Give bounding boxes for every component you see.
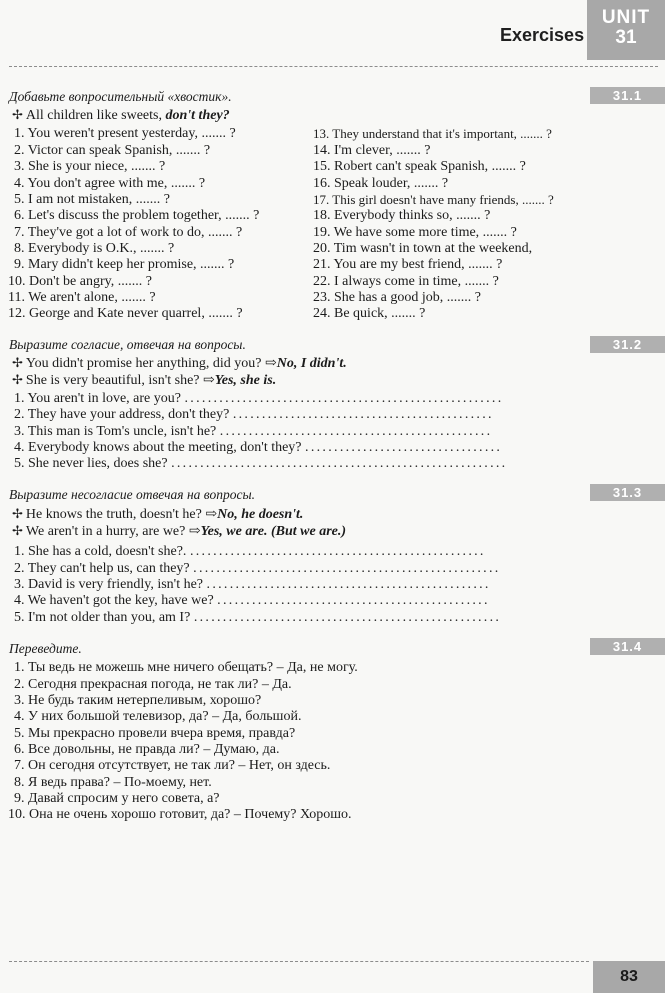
list-item: 4. Everybody knows about the meeting, don't they? .................................. [14,440,503,455]
list-item: 8. Я ведь права? – По-моему, нет. [14,775,212,790]
list-item: 23. She has a good job, ....... ? [313,290,481,305]
list-item: 19. We have some more time, ....... ? [313,225,517,240]
list-item: 20. Tim wasn't in town at the weekend, [313,241,533,256]
page-header-title: Exercises [500,25,585,45]
section-4-instruction: Переведите. [9,641,82,656]
star-bullet-icon: ✢ [12,355,23,370]
section-2-example-2: ✢ She is very beautiful, isn't she? ⇨Yes, she is. [12,372,277,388]
section-1-instruction: Добавьте вопросительный «хвостик». [9,89,232,104]
section-tag-31-3: 31.3 [590,484,665,501]
list-item: 18. Everybody thinks so, ....... ? [313,208,491,223]
list-item: 4. We haven't got the key, have we? ............................................... [14,593,490,608]
unit-label: UNIT [601,7,651,28]
list-item: 11. We aren't alone, ....... ? [8,290,156,305]
page-number: 83 [593,961,665,993]
list-item: 13. They understand that it's important, ....... ? [313,126,552,141]
list-item: 16. Speak louder, ....... ? [313,176,449,191]
list-item: 1. You aren't in love, are you? ....................................................... [14,391,504,406]
list-item: 22. I always come in time, ....... ? [313,274,499,289]
section-tag-31-4: 31.4 [590,638,665,655]
list-item: 5. I am not mistaken, ....... ? [14,192,170,207]
list-item: 8. Everybody is O.K., ....... ? [14,241,175,256]
list-item: 2. Сегодня прекрасная погода, не так ли? – Да. [14,677,292,692]
list-item: 7. Он сегодня отсутствует, не так ли? – Нет, он здесь. [14,758,331,773]
list-item: 1. Ты ведь не можешь мне ничего обещать? – Да, не могу. [14,660,358,675]
list-item: 5. I'm not older than you, am I? ..................................................... [14,610,502,625]
list-item: 2. They have your address, don't they? ............................................. [14,407,494,422]
list-item: 1. She has a cold, doesn't she?. ................................................... [14,544,486,559]
list-item: 2. They can't help us, can they? ..................................................... [14,561,501,576]
list-item: 14. I'm clever, ....... ? [313,143,431,158]
list-item: 24. Be quick, ....... ? [313,306,426,321]
star-bullet-icon: ✢ [12,506,23,521]
list-item: 9. Mary didn't keep her promise, ....... ? [14,257,235,272]
bottom-divider [9,961,589,962]
list-item: 2. Victor can speak Spanish, ....... ? [14,143,211,158]
list-item: 3. David is very friendly, isn't he? ................................................. [14,577,491,592]
list-item: 4. You don't agree with me, ....... ? [14,176,206,191]
list-item: 21. You are my best friend, ....... ? [313,257,503,272]
arrow-icon: ⇨ [203,373,215,388]
arrow-icon: ⇨ [265,356,277,371]
list-item: 3. She is your niece, ....... ? [14,159,166,174]
section-3-example-1: ✢ He knows the truth, doesn't he? ⇨No, he doesn't. [12,506,304,522]
list-item: 15. Robert can't speak Spanish, ....... ? [313,159,526,174]
list-item: 17. This girl doesn't have many friends, ....... ? [313,192,554,207]
section-3-example-2: ✢ We aren't in a hurry, are we? ⇨Yes, we are. (But we are.) [12,523,347,539]
star-bullet-icon: ✢ [12,372,23,387]
section-tag-31-1: 31.1 [590,87,665,104]
section-1-example: ✢ All children like sweets, don't they? [12,107,230,123]
list-item: 6. Let's discuss the problem together, ....... ? [14,208,260,223]
list-item: 10. Она не очень хорошо готовит, да? – Почему? Хорошо. [8,807,352,822]
list-item: 5. She never lies, does she? .......................................................... [14,456,508,471]
list-item: 9. Давай спросим у него совета, а? [14,791,220,806]
list-item: 3. Не будь таким нетерпеливым, хорошо? [14,693,262,708]
unit-badge [587,0,665,60]
section-2-example-1: ✢ You didn't promise her anything, did you? ⇨No, I didn't. [12,355,347,371]
list-item: 3. This man is Tom's uncle, isn't he? ............................................... [14,424,493,439]
top-divider [9,66,658,67]
list-item: 12. George and Kate never quarrel, ....... ? [8,306,243,321]
arrow-icon: ⇨ [205,507,218,522]
section-tag-31-2: 31.2 [590,336,665,353]
list-item: 4. У них большой телевизор, да? – Да, большой. [14,709,302,724]
list-item: 5. Мы прекрасно провели вчера время, правда? [14,726,296,741]
list-item: 7. They've got a lot of work to do, ....... ? [14,225,243,240]
section-2-instruction: Выразите согласие, отвечая на вопросы. [9,337,246,352]
list-item: 10. Don't be angry, ....... ? [8,274,152,289]
unit-number: 31 [615,27,637,48]
star-bullet-icon: ✢ [12,107,23,122]
section-3-instruction: Выразите несогласие отвечая на вопросы. [9,487,255,502]
list-item: 6. Все довольны, не правда ли? – Думаю, да. [14,742,280,757]
list-item: 1. You weren't present yesterday, ....... ? [14,126,236,141]
star-bullet-icon: ✢ [12,523,23,538]
arrow-icon: ⇨ [188,524,201,539]
